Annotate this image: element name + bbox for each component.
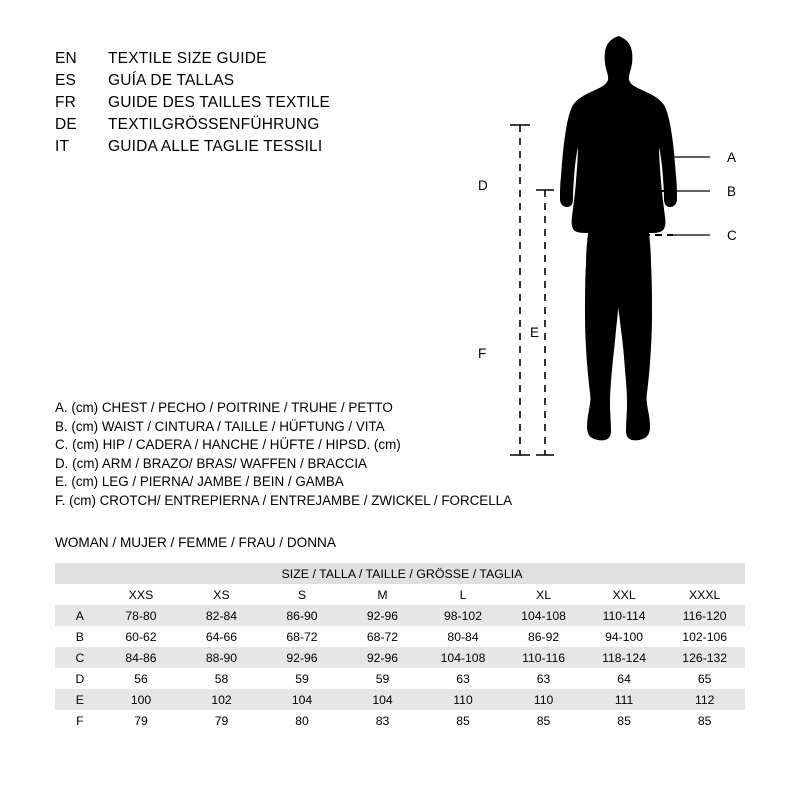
measure-label-b: B: [727, 184, 737, 199]
title-lang-code: DE: [55, 116, 77, 133]
table-cell: 63: [503, 668, 584, 689]
table-cell: 59: [262, 668, 343, 689]
title-text: TEXTILE SIZE GUIDE: [108, 50, 267, 67]
table-cell: 84-86: [101, 647, 182, 668]
table-row: [55, 689, 745, 710]
title-lang-code: FR: [55, 94, 77, 111]
table-cell: 104-108: [423, 647, 504, 668]
table-cell: 98-102: [423, 605, 504, 626]
row-label: E: [55, 689, 101, 710]
table-row: [55, 647, 745, 668]
measure-leader-lines: [673, 157, 710, 235]
table-cell: 85: [503, 710, 584, 731]
title-row: [55, 50, 475, 72]
legend-item: B. (cm) WAIST / CINTURA / TAILLE / HÜFTUNG / VITA: [55, 418, 385, 434]
table-row: [55, 626, 745, 647]
measure-label-d: D: [478, 178, 488, 193]
table-row: [55, 710, 745, 731]
row-label: D: [55, 668, 101, 689]
table-cell: 85: [423, 710, 504, 731]
size-table: [55, 563, 745, 731]
measure-label-c: C: [727, 228, 737, 243]
table-cell: 88-90: [181, 647, 262, 668]
table-cell: 102: [181, 689, 262, 710]
column-header-l: L: [459, 587, 467, 602]
table-cell: 79: [101, 710, 182, 731]
table-cell: 63: [423, 668, 504, 689]
title-block: [55, 50, 475, 160]
table-cell: 58: [181, 668, 262, 689]
table-cell: 92-96: [342, 605, 423, 626]
table-cell: 80-84: [423, 626, 504, 647]
title-text: GUÍA DE TALLAS: [108, 72, 235, 89]
table-cell: 60-62: [101, 626, 182, 647]
table-cell: 100: [101, 689, 182, 710]
table-cell: 116-120: [664, 605, 745, 626]
legend-item: D. (cm) ARM / BRAZO/ BRAS/ WAFFEN / BRACCIA: [55, 455, 367, 471]
table-row: [55, 668, 745, 689]
column-header-xxs: XXS: [128, 587, 154, 602]
column-header-xs: XS: [213, 587, 230, 602]
table-cell: 104-108: [503, 605, 584, 626]
female-silhouette-shape: [560, 36, 677, 440]
column-header-m: M: [377, 587, 388, 602]
table-cell: 65: [664, 668, 745, 689]
title-text: GUIDA ALLE TAGLIE TESSILI: [108, 138, 323, 155]
title-row: [55, 72, 475, 94]
table-cell: 64-66: [181, 626, 262, 647]
table-cell: 79: [181, 710, 262, 731]
table-cell: 56: [101, 668, 182, 689]
title-lang-code: EN: [55, 50, 77, 67]
measure-label-e: E: [530, 325, 540, 340]
legend-item: F. (cm) CROTCH/ ENTREPIERNA / ENTREJAMBE / ZWICKEL / FORCELLA: [55, 492, 513, 508]
table-cell: 80: [262, 710, 343, 731]
table-cell: 110-114: [584, 605, 665, 626]
table-cell: 83: [342, 710, 423, 731]
measure-label-a: A: [727, 150, 737, 165]
table-cell: 85: [584, 710, 665, 731]
table-cell: 110: [503, 689, 584, 710]
table-cell: 126-132: [664, 647, 745, 668]
table-cell: 118-124: [584, 647, 665, 668]
row-label: F: [55, 710, 101, 731]
title-text: TEXTILGRÖSSENFÜHRUNG: [108, 116, 320, 133]
row-label: C: [55, 647, 101, 668]
title-row: [55, 116, 475, 138]
table-cell: 68-72: [262, 626, 343, 647]
table-cell: 78-80: [101, 605, 182, 626]
table-cell: 94-100: [584, 626, 665, 647]
table-cell: 86-92: [503, 626, 584, 647]
table-row: [55, 605, 745, 626]
table-header-row: [55, 563, 745, 584]
table-cell: 104: [262, 689, 343, 710]
measure-label-f: F: [478, 346, 487, 361]
table-cell: 85: [664, 710, 745, 731]
table-cell: 86-90: [262, 605, 343, 626]
table-cell: 102-106: [664, 626, 745, 647]
column-header-s: S: [297, 587, 307, 602]
gender-line: WOMAN / MUJER / FEMME / FRAU / DONNA: [55, 535, 336, 550]
legend-item: A. (cm) CHEST / PECHO / POITRINE / TRUHE / PETTO: [55, 400, 393, 415]
title-text: GUIDE DES TAILLES TEXTILE: [108, 94, 331, 111]
measure-line-e: [536, 190, 554, 455]
table-cell: 104: [342, 689, 423, 710]
legend-item: E. (cm) LEG / PIERNA/ JAMBE / BEIN / GAMBA: [55, 474, 344, 490]
row-label: B: [55, 626, 101, 647]
table-header-title: SIZE / TALLA / TAILLE / GRÖSSE / TAGLIA: [55, 563, 745, 584]
table-cell: 68-72: [342, 626, 423, 647]
table-cell: 92-96: [262, 647, 343, 668]
table-cell: 59: [342, 668, 423, 689]
table-cell: 112: [664, 689, 745, 710]
table-cell: 64: [584, 668, 665, 689]
title-lang-code: ES: [55, 72, 77, 89]
table-cell: 110: [423, 689, 504, 710]
table-cell: 92-96: [342, 647, 423, 668]
legend-item: C. (cm) HIP / CADERA / HANCHE / HÜFTE / HIPSD. (cm): [55, 437, 401, 453]
measurement-legend: [55, 400, 525, 512]
table-cell: 110-116: [503, 647, 584, 668]
column-header-xl: XL: [536, 587, 552, 602]
table-cell: 82-84: [181, 605, 262, 626]
row-label: A: [55, 605, 101, 626]
column-header-xxl: XXL: [612, 587, 636, 602]
size-table-wrapper: [55, 563, 745, 731]
title-lang-code: IT: [55, 138, 70, 155]
column-header-xxxl: XXXL: [688, 587, 721, 602]
title-row: [55, 138, 475, 160]
table-cell: 111: [584, 689, 665, 710]
table-corner-cell: [55, 584, 101, 605]
title-row: [55, 94, 475, 116]
table-columns-row: [55, 584, 745, 605]
